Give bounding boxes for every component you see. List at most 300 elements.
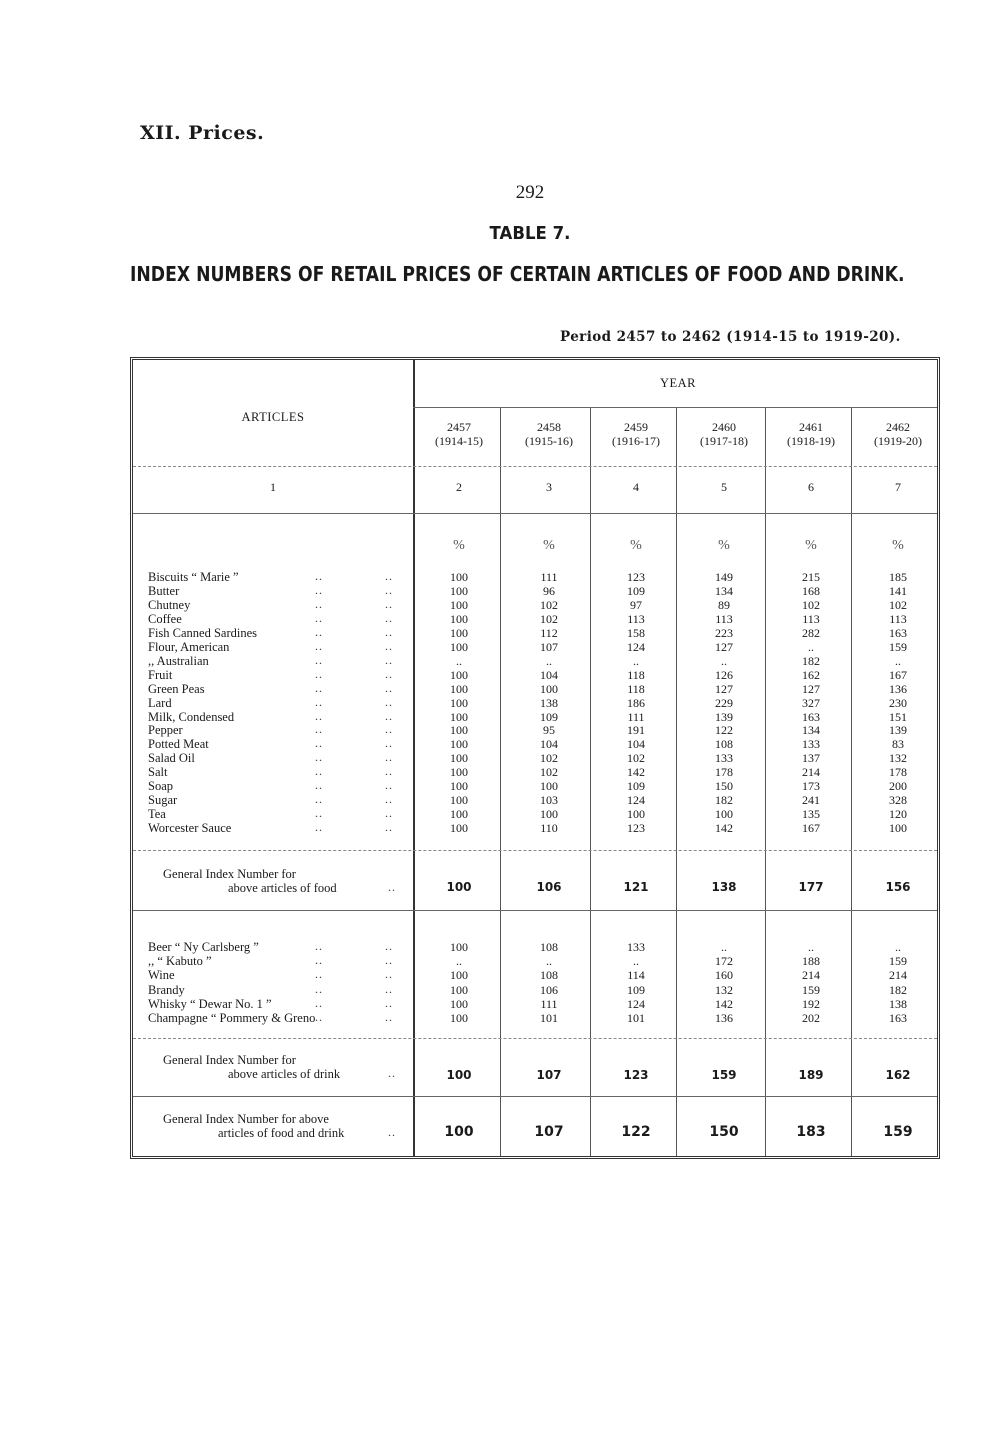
column-rule (590, 407, 591, 1156)
leader-dots: .. (315, 596, 323, 611)
article-label: Green Peas (148, 681, 205, 696)
index-value-cell: .. (721, 653, 727, 668)
index-value-cell: .. (456, 653, 462, 668)
index-value-cell: 120 (889, 807, 907, 822)
column-rule (500, 407, 501, 1156)
index-value-cell: 282 (802, 625, 820, 640)
leader-dots: .. (315, 610, 323, 625)
leader-dots: .. (315, 708, 323, 723)
index-value-cell: 83 (892, 737, 904, 752)
leader-dots: .. (385, 736, 393, 751)
index-value-cell: 142 (627, 765, 645, 780)
index-value-cell: 178 (889, 765, 907, 780)
index-value-cell: 138 (540, 695, 558, 710)
leader-dots: .. (315, 939, 323, 953)
year-label: 2459 (624, 420, 648, 434)
index-value-cell: 100 (450, 597, 468, 612)
index-value-cell: 102 (889, 597, 907, 612)
index-value-cell: .. (546, 653, 552, 668)
index-value-cell: 100 (450, 625, 468, 640)
index-value-cell: 109 (627, 583, 645, 598)
index-value-cell: 95 (543, 723, 555, 738)
drink-index-label: above articles of drink (228, 1067, 341, 1081)
index-value-cell: .. (546, 954, 552, 969)
article-label: Whisky “ Dewar No. 1 ” (148, 996, 272, 1011)
index-value-cell: 102 (540, 597, 558, 612)
index-value-cell: 135 (802, 807, 820, 822)
overall-index-value: 100 (444, 1124, 474, 1140)
articles-header: ARTICLES (241, 410, 305, 424)
index-value-cell: 159 (889, 954, 907, 969)
leader-dots: .. (385, 666, 393, 681)
index-value-cell: 122 (715, 723, 733, 738)
index-value-cell: 100 (889, 821, 907, 836)
index-value-cell: 101 (627, 1011, 645, 1025)
index-value-cell: 142 (715, 996, 733, 1011)
index-value-cell: 327 (802, 695, 820, 710)
article-label: Lard (148, 695, 172, 710)
article-label: Pepper (148, 723, 183, 738)
column-rule (765, 407, 766, 1156)
leader-dots: .. (315, 995, 323, 1010)
index-value-cell: 160 (715, 968, 733, 983)
index-value-cell: 167 (802, 821, 820, 836)
leader-dots: .. (385, 680, 393, 695)
column-rule (851, 407, 852, 1156)
article-label: Chutney (148, 597, 191, 612)
period-caption: Period 2457 to 2462 (1914-15 to 1919-20). (560, 329, 901, 345)
index-value-cell: 100 (450, 570, 468, 584)
index-value-cell: 134 (802, 723, 820, 738)
leader-dots: .. (315, 1010, 323, 1024)
leader-dots: .. (385, 1010, 393, 1024)
article-label: Tea (148, 807, 166, 822)
table-label: TABLE 7. (489, 223, 571, 244)
index-value-cell: 100 (450, 968, 468, 983)
index-value-cell: 100 (450, 1011, 468, 1025)
index-value-cell: 230 (889, 695, 907, 710)
index-value-cell: 102 (540, 611, 558, 626)
leader-dots: .. (315, 820, 323, 835)
index-value-cell: 100 (450, 793, 468, 808)
index-value-cell: 136 (889, 681, 907, 696)
year-label: 2462 (886, 420, 910, 434)
leader-dots: .. (315, 666, 323, 681)
index-value-cell: 124 (627, 793, 645, 808)
food-index-value: 100 (446, 880, 472, 894)
leader-dots: .. (385, 569, 393, 583)
column-number: 2 (456, 480, 462, 494)
drink-section-rule (133, 1038, 937, 1039)
index-value-cell: 132 (889, 751, 907, 766)
index-value-cell: 150 (715, 779, 733, 794)
index-value-cell: .. (895, 653, 901, 668)
leader-dots: .. (385, 981, 393, 996)
food-index-rule (133, 910, 937, 911)
year-period-label: (1917-18) (700, 434, 748, 448)
index-value-cell: 100 (450, 583, 468, 598)
index-value-cell: 102 (540, 751, 558, 766)
article-label: Champagne “ Pommery & Greno (148, 1011, 316, 1025)
index-value-cell: 182 (889, 982, 907, 997)
year-column-header (418, 420, 500, 448)
index-value-cell: 167 (889, 667, 907, 682)
index-value-cell: 178 (715, 765, 733, 780)
index-value-cell: 127 (715, 681, 733, 696)
leader-dots: .. (315, 680, 323, 695)
index-value-cell: 126 (715, 667, 733, 682)
index-value-cell: 109 (627, 982, 645, 997)
index-value-cell: 223 (715, 625, 733, 640)
leader-dots: .. (385, 638, 393, 653)
index-value-cell: 149 (715, 570, 733, 584)
index-value-cell: 89 (718, 597, 730, 612)
index-value-cell: 123 (627, 821, 645, 836)
food-index-label: above articles of food (228, 881, 337, 895)
index-value-cell: 100 (450, 821, 468, 836)
index-value-cell: 138 (889, 996, 907, 1011)
leader-dots: .. (315, 750, 323, 765)
article-label: Worcester Sauce (148, 821, 232, 836)
year-period-label: (1915-16) (525, 434, 573, 448)
article-label: Fish Canned Sardines (148, 625, 258, 640)
article-label: Potted Meat (148, 737, 209, 752)
index-value-cell: 159 (889, 639, 907, 654)
leader-dots: .. (388, 1066, 396, 1080)
drink-index-value: 123 (623, 1068, 649, 1082)
article-label: Milk, Condensed (148, 709, 235, 724)
year-column-header (770, 420, 852, 448)
leader-dots: .. (385, 722, 393, 737)
index-value-cell: 188 (802, 954, 820, 969)
index-value-cell: 111 (540, 996, 558, 1011)
index-value-cell: 107 (540, 639, 558, 654)
overall-index-value: 107 (534, 1124, 564, 1140)
overall-index-value: 159 (883, 1124, 913, 1140)
index-value-cell: 328 (889, 793, 907, 808)
index-value-cell: 100 (450, 940, 468, 954)
index-value-cell: 100 (450, 611, 468, 626)
index-value-cell: 127 (715, 639, 733, 654)
overall-index-value: 150 (709, 1124, 739, 1140)
leader-dots: .. (385, 694, 393, 709)
overall-index-label: articles of food and drink (218, 1126, 345, 1140)
column-number: 4 (633, 480, 639, 494)
index-value-cell: 186 (627, 695, 645, 710)
article-label: Flour, American (148, 639, 230, 654)
drink-index-value: 162 (885, 1068, 911, 1082)
article-label: ,, “ Kabuto ” (148, 954, 212, 969)
leader-dots: .. (385, 596, 393, 611)
index-value-cell: 162 (802, 667, 820, 682)
food-index-value: 106 (536, 880, 562, 894)
leader-dots: .. (315, 778, 323, 793)
index-value-cell: 192 (802, 996, 820, 1011)
leader-dots: .. (315, 652, 323, 667)
index-value-cell: 109 (540, 709, 558, 724)
article-label: Brandy (148, 982, 185, 997)
index-value-cell: 100 (450, 737, 468, 752)
year-period-label: (1919-20) (874, 434, 922, 448)
articles-column-rule (413, 360, 415, 1156)
index-value-cell: .. (456, 954, 462, 969)
index-value-cell: 136 (715, 1011, 733, 1025)
index-value-cell: 100 (450, 695, 468, 710)
leader-dots: .. (385, 778, 393, 793)
leader-dots: .. (385, 624, 393, 639)
index-value-cell: 151 (889, 709, 907, 724)
article-label: Soap (148, 779, 173, 794)
index-value-cell: 109 (627, 779, 645, 794)
index-value-cell: 134 (715, 583, 733, 598)
leader-dots: .. (388, 1125, 396, 1139)
food-index-value: 177 (798, 880, 824, 894)
index-value-cell: 102 (627, 751, 645, 766)
index-value-cell: 113 (889, 611, 907, 626)
column-number: 3 (546, 480, 552, 494)
index-value-cell: 163 (802, 709, 820, 724)
column-number: 5 (721, 480, 727, 494)
food-index-label: General Index Number for (163, 867, 296, 881)
index-value-cell: 100 (450, 982, 468, 997)
index-value-cell: 215 (802, 570, 820, 584)
index-value-cell: 168 (802, 583, 820, 598)
index-value-cell: 104 (540, 737, 558, 752)
percent-unit-label: % (718, 538, 730, 553)
drink-index-rule (133, 1096, 937, 1097)
index-value-cell: 127 (802, 681, 820, 696)
index-value-cell: 133 (802, 737, 820, 752)
article-label: Salt (148, 765, 168, 780)
year-header: YEAR (659, 376, 697, 390)
index-value-cell: 103 (540, 793, 558, 808)
header-rule (133, 466, 937, 467)
leader-dots: .. (315, 694, 323, 709)
leader-dots: .. (315, 953, 323, 968)
index-value-cell: 133 (627, 940, 645, 954)
leader-dots: .. (385, 953, 393, 968)
index-value-cell: 100 (450, 996, 468, 1011)
food-index-value: 121 (623, 880, 649, 894)
percent-unit-label: % (892, 538, 904, 553)
index-value-cell: 113 (627, 611, 645, 626)
index-value-cell: 100 (715, 807, 733, 822)
index-value-cell: 112 (540, 625, 558, 640)
leader-dots: .. (315, 764, 323, 779)
column-number: 6 (808, 480, 814, 494)
index-value-cell: 202 (802, 1011, 820, 1025)
year-period-label: (1916-17) (612, 434, 660, 448)
leader-dots: .. (385, 967, 393, 982)
index-value-cell: .. (808, 639, 814, 654)
leader-dots: .. (315, 981, 323, 996)
year-label: 2461 (799, 420, 823, 434)
drink-index-label: General Index Number for (163, 1053, 296, 1067)
year-period-label: (1918-19) (787, 434, 835, 448)
table-title: INDEX NUMBERS OF RETAIL PRICES OF CERTAIN ARTICLES OF FOOD AND DRINK. (130, 262, 905, 286)
article-label: Beer “ Ny Carlsberg ” (148, 940, 259, 954)
leader-dots: .. (315, 569, 323, 583)
index-value-cell: 214 (802, 765, 820, 780)
index-value-cell: 172 (715, 954, 733, 969)
leader-dots: .. (385, 750, 393, 765)
index-value-cell: 241 (802, 793, 820, 808)
food-index-value: 138 (711, 880, 737, 894)
percent-unit-label: % (805, 538, 817, 553)
leader-dots: .. (388, 880, 396, 894)
index-value-cell: 214 (802, 968, 820, 983)
index-value-cell: 104 (540, 667, 558, 682)
overall-index-label: General Index Number for above (163, 1112, 329, 1126)
index-value-cell: 191 (627, 723, 645, 738)
overall-index-value: 183 (796, 1124, 826, 1140)
index-value-cell: .. (808, 940, 814, 954)
percent-unit-label: % (630, 538, 642, 553)
index-value-cell: 108 (540, 940, 558, 954)
leader-dots: .. (385, 995, 393, 1010)
column-number-rule (133, 513, 937, 514)
index-value-cell: 114 (627, 968, 645, 983)
index-value-cell: 139 (889, 723, 907, 738)
index-value-cell: .. (721, 940, 727, 954)
index-value-cell: .. (895, 940, 901, 954)
price-index-table (130, 357, 940, 1159)
leader-dots: .. (315, 967, 323, 982)
index-value-cell: 185 (889, 570, 907, 584)
leader-dots: .. (385, 610, 393, 625)
index-value-cell: 100 (540, 779, 558, 794)
index-value-cell: 104 (627, 737, 645, 752)
leader-dots: .. (315, 792, 323, 807)
article-label: Fruit (148, 667, 173, 682)
index-value-cell: 141 (889, 583, 907, 598)
index-value-cell: 158 (627, 625, 645, 640)
index-value-cell: 100 (540, 807, 558, 822)
index-value-cell: 113 (802, 611, 820, 626)
index-value-cell: 200 (889, 779, 907, 794)
leader-dots: .. (385, 806, 393, 821)
index-value-cell: 142 (715, 821, 733, 836)
year-label: 2457 (447, 420, 471, 434)
index-value-cell: 159 (802, 982, 820, 997)
year-header-rule (413, 407, 937, 408)
leader-dots: .. (385, 792, 393, 807)
leader-dots: .. (385, 708, 393, 723)
index-value-cell: 137 (802, 751, 820, 766)
section-heading: XII. Prices. (140, 122, 265, 144)
leader-dots: .. (315, 582, 323, 597)
overall-index-value: 122 (621, 1124, 651, 1140)
leader-dots: .. (385, 582, 393, 597)
year-label: 2460 (712, 420, 736, 434)
index-value-cell: 102 (540, 765, 558, 780)
article-label: Wine (148, 968, 175, 983)
index-value-cell: 108 (715, 737, 733, 752)
index-value-cell: 229 (715, 695, 733, 710)
leader-dots: .. (385, 939, 393, 953)
index-value-cell: 173 (802, 779, 820, 794)
index-value-cell: 111 (627, 709, 645, 724)
index-value-cell: 124 (627, 639, 645, 654)
leader-dots: .. (315, 722, 323, 737)
index-value-cell: 97 (630, 597, 642, 612)
index-value-cell: 163 (889, 1011, 907, 1025)
index-value-cell: 100 (450, 807, 468, 822)
food-section-rule (133, 850, 937, 851)
year-column-header (595, 420, 677, 448)
article-label: Coffee (148, 611, 182, 626)
index-value-cell: 113 (715, 611, 733, 626)
index-value-cell: 100 (450, 723, 468, 738)
index-value-cell: 182 (715, 793, 733, 808)
percent-unit-label: % (543, 538, 555, 553)
index-value-cell: 101 (540, 1011, 558, 1025)
index-value-cell: 100 (450, 751, 468, 766)
index-value-cell: 110 (540, 821, 558, 836)
leader-dots: .. (315, 806, 323, 821)
index-value-cell: 100 (450, 779, 468, 794)
year-period-label: (1914-15) (435, 434, 483, 448)
index-value-cell: 106 (540, 982, 558, 997)
index-value-cell: 100 (627, 807, 645, 822)
leader-dots: .. (315, 638, 323, 653)
year-column-header (683, 420, 765, 448)
index-value-cell: 100 (450, 765, 468, 780)
index-value-cell: 123 (627, 570, 645, 584)
index-value-cell: .. (633, 954, 639, 969)
index-value-cell: 100 (540, 681, 558, 696)
leader-dots: .. (315, 736, 323, 751)
article-label: Salad Oil (148, 751, 195, 766)
page-number: 292 (515, 182, 545, 203)
index-value-cell: 163 (889, 625, 907, 640)
drink-index-value: 100 (446, 1068, 472, 1082)
index-value-cell: 214 (889, 968, 907, 983)
index-value-cell: 96 (543, 583, 555, 598)
index-value-cell: 108 (540, 968, 558, 983)
article-label: Butter (148, 583, 180, 598)
leader-dots: .. (315, 624, 323, 639)
index-value-cell: 111 (540, 570, 558, 584)
index-value-cell: 100 (450, 709, 468, 724)
index-value-cell: 118 (627, 681, 645, 696)
year-label: 2458 (537, 420, 561, 434)
index-value-cell: 102 (802, 597, 820, 612)
drink-index-value: 159 (711, 1068, 737, 1082)
leader-dots: .. (385, 652, 393, 667)
leader-dots: .. (385, 820, 393, 835)
article-label: Sugar (148, 793, 178, 808)
article-label: ,, Australian (148, 653, 209, 668)
index-value-cell: 100 (450, 667, 468, 682)
index-value-cell: 133 (715, 751, 733, 766)
index-value-cell: .. (633, 653, 639, 668)
article-label: Biscuits “ Marie ” (148, 570, 239, 584)
year-column-header (508, 420, 590, 448)
drink-index-value: 107 (536, 1068, 562, 1082)
index-value-cell: 100 (450, 639, 468, 654)
index-value-cell: 139 (715, 709, 733, 724)
index-value-cell: 182 (802, 653, 820, 668)
index-value-cell: 132 (715, 982, 733, 997)
food-index-value: 156 (885, 880, 911, 894)
drink-index-value: 189 (798, 1068, 824, 1082)
index-value-cell: 118 (627, 667, 645, 682)
index-value-cell: 124 (627, 996, 645, 1011)
index-value-cell: 100 (450, 681, 468, 696)
percent-unit-label: % (453, 538, 465, 553)
leader-dots: .. (385, 764, 393, 779)
